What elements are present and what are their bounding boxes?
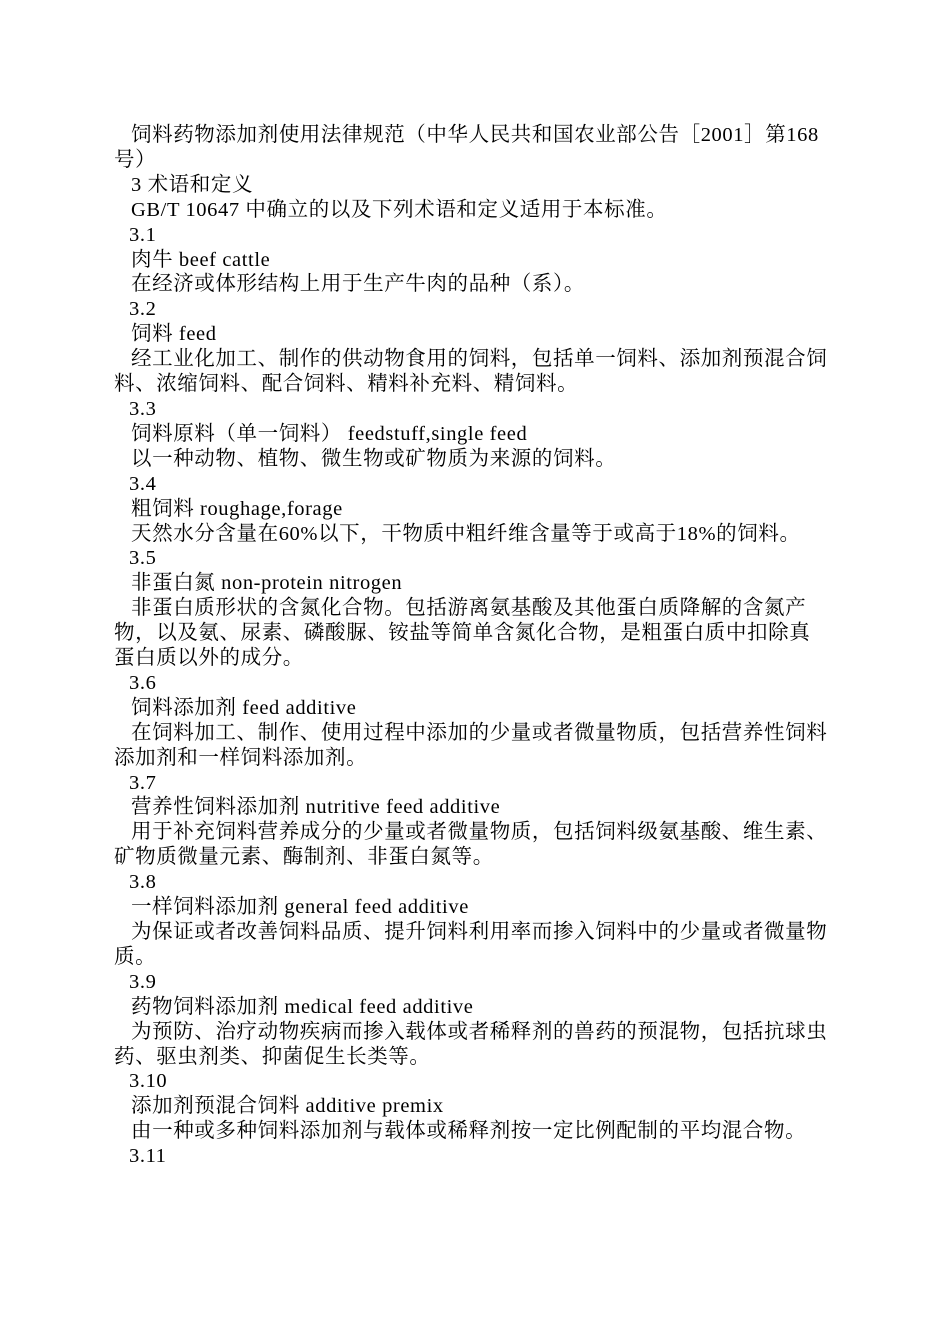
clause-number: 3.5: [129, 547, 157, 570]
term-title: 一样饲料添加剂 general feed additive: [131, 896, 469, 919]
clause-number: 3.3: [129, 397, 157, 420]
term-title: 饲料添加剂 feed additive: [131, 696, 357, 719]
term-definition: 用于补充饲料营养成分的少量或者微量物质，包括饲料级氨基酸、维生素、矿物质微量元素、酶制剂、非蛋白氮等。: [114, 821, 828, 869]
clause-number: 3.7: [129, 771, 157, 794]
term-definition: 为保证或者改善饲料品质、提升饲料利用率而掺入饲料中的少量或者微量物质。: [114, 921, 828, 968]
term-definition: 在经济或体形结构上用于生产牛肉的品种（系）。: [131, 273, 585, 296]
clause-number: 3.11: [129, 1145, 167, 1168]
term-definition: 天然水分含量在60%以下，干物质中粗纤维含量等于或高于18%的饲料。: [131, 522, 801, 545]
clause-number: 3.9: [129, 970, 157, 993]
clause-number: 3.1: [129, 223, 157, 246]
term-definition: 在饲料加工、制作、使用过程中添加的少量或者微量物质，包括营养性饲料添加剂和一样饲料添加剂。: [114, 721, 828, 769]
term-title: 非蛋白氮 non-protein nitrogen: [131, 572, 403, 595]
paragraph-intro: GB/T 10647 中确立的以及下列术语和定义适用于本标准。: [131, 198, 668, 221]
clause-number: 3.8: [129, 871, 157, 894]
term-definition: 以一种动物、植物、微生物或矿物质为来源的饲料。: [131, 447, 617, 470]
clause-number: 3.4: [129, 472, 157, 495]
term-title: 饲料原料（单一饲料） feedstuff,single feed: [131, 422, 528, 445]
term-definition: 由一种或多种饲料添加剂与载体或稀释剂按一定比例配制的平均混合物。: [131, 1120, 807, 1143]
term-title: 添加剂预混合饲料 additive premix: [131, 1095, 444, 1118]
term-definition: 经工业化加工、制作的供动物食用的饲料，包括单一饲料、添加剂预混合饲料、浓缩饲料、配合饲料、精料补充料、精饲料。: [114, 348, 828, 396]
term-definition: 非蛋白质形状的含氮化合物。包括游离氨基酸及其他蛋白质降解的含氮产物，以及氨、尿素、磷酸脲、铵盐等简单含氮化合物，是粗蛋白质中扣除真蛋白质以外的成分。: [114, 597, 811, 670]
term-title: 饲料 feed: [131, 323, 217, 346]
clause-number: 3.10: [129, 1070, 168, 1093]
term-title: 肉牛 beef cattle: [131, 248, 271, 271]
term-title: 粗饲料 roughage,forage: [131, 497, 343, 520]
term-definition: 为预防、治疗动物疾病而掺入载体或者稀释剂的兽药的预混物，包括抗球虫药、驱虫剂类、抑菌促生长类等。: [114, 1020, 828, 1068]
document-body: [114, 123, 830, 1169]
clause-number: 3.6: [129, 671, 157, 694]
section-heading: 3 术语和定义: [131, 173, 254, 196]
term-title: 药物饲料添加剂 medical feed additive: [131, 995, 474, 1018]
paragraph-reference: 饲料药物添加剂使用法律规范（中华人民共和国农业部公告［2001］第168号）: [114, 124, 819, 171]
clause-number: 3.2: [129, 298, 157, 321]
term-title: 营养性饲料添加剂 nutritive feed additive: [131, 796, 501, 819]
